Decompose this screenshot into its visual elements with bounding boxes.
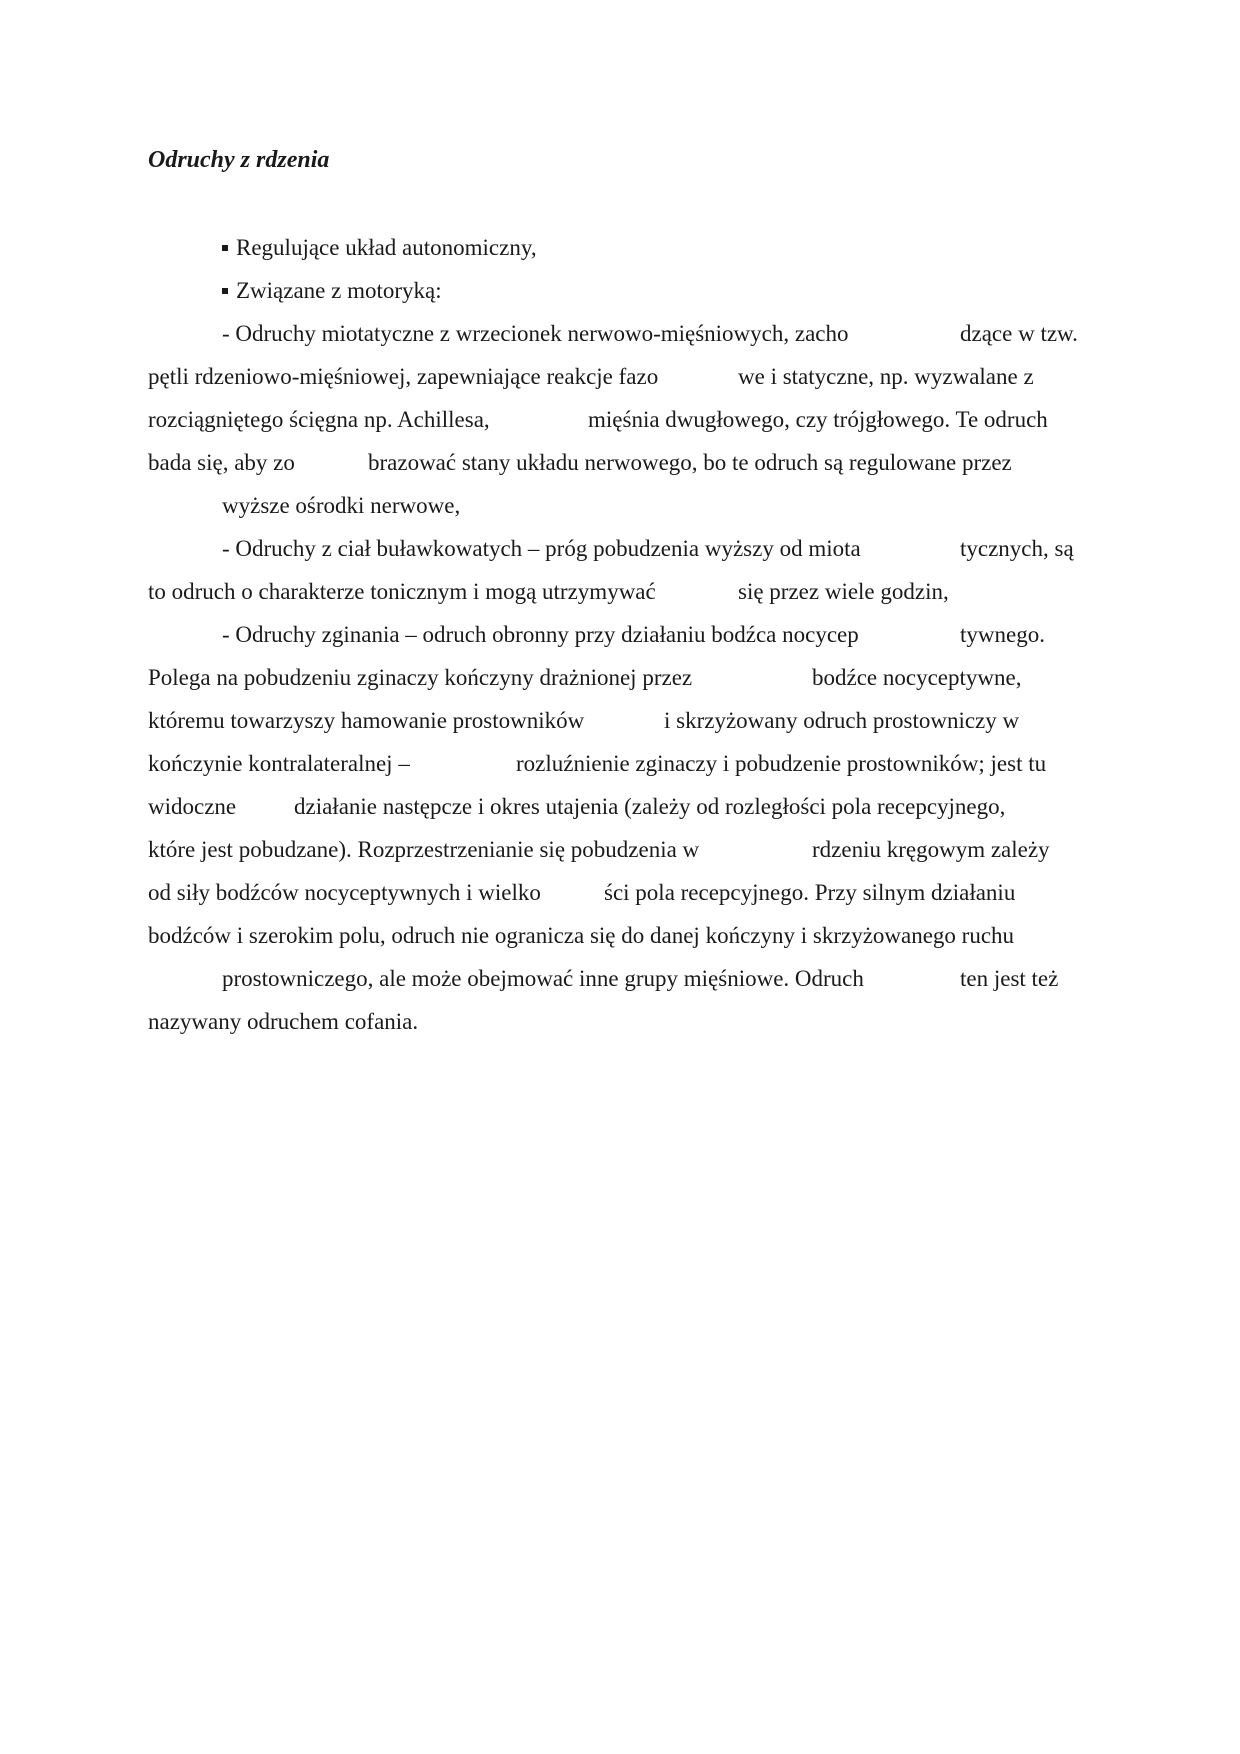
text-line: działanie następcze i okres utajenia (zależy od rozległości pola recepcyjnego, [294,794,1006,819]
text-line: od siły bodźców nocyceptywnych i wielko [148,880,541,905]
text-line: nazywany odruchem cofania. [148,1009,419,1034]
text-line: wyższe ośrodki nerwowe, [222,493,461,518]
text-line: bodźców i szerokim polu, odruch nie ogranicza się do danej kończyny i skrzyżowanego ruchu [148,923,1015,948]
text-line: się przez wiele godzin, [738,579,949,604]
square-bullet-icon [222,288,228,294]
bullet-text: Związane z motoryką: [236,278,442,303]
text-line: pętli rdzeniowo-mięśniowej, zapewniające reakcje fazo [148,364,659,389]
text-line: tycznych, są [960,536,1074,561]
text-line: rozciągniętego ścięgna np. Achillesa, [148,407,490,432]
bullet-item [222,233,537,263]
text-line: brazować stany układu nerwowego, bo te odruch są regulowane przez [368,450,1012,475]
text-line: Polega na pobudzeniu zginaczy kończyny drażnionej przez [148,665,693,690]
text-line: tywnego. [960,622,1045,647]
text-line: rdzeniu kręgowym zależy [812,837,1050,862]
text-line: mięśnia dwugłowego, czy trójgłowego. Te odruch [588,407,1048,432]
text-line: któremu towarzyszy hamowanie prostowników [148,708,585,733]
text-line: widoczne [148,794,237,819]
document-title: Odruchy z rdzenia [148,147,330,173]
text-line: - Odruchy miotatyczne z wrzecionek nerwowo-mięśniowych, zacho [222,321,849,346]
text-line: - Odruchy z ciał buławkowatych – próg pobudzenia wyższy od miota [222,536,861,561]
text-line: kończynie kontralateralnej – [148,751,410,776]
text-line: które jest pobudzane). Rozprzestrzenianie się pobudzenia w [148,837,700,862]
bullet-text: Regulujące układ autonomiczny, [236,235,537,260]
text-line: bodźce nocyceptywne, [812,665,1022,690]
text-line: prostowniczego, ale może obejmować inne grupy mięśniowe. Odruch [222,966,864,991]
text-line: rozluźnienie zginaczy i pobudzenie prostowników; jest tu [516,751,1047,776]
text-line: bada się, aby zo [148,450,295,475]
text-line: to odruch o charakterze tonicznym i mogą utrzymywać [148,579,656,604]
text-line: - Odruchy zginania – odruch obronny przy działaniu bodźca nocycep [222,622,859,647]
bullet-item [222,276,442,306]
text-line: ten jest też [960,966,1059,991]
text-line: dzące w tzw. [960,321,1078,346]
square-bullet-icon [222,245,228,251]
text-line: we i statyczne, np. wyzwalane z [738,364,1034,389]
text-line: i skrzyżowany odruch prostowniczy w [664,708,1020,733]
text-line: ści pola recepcyjnego. Przy silnym działaniu [604,880,1016,905]
